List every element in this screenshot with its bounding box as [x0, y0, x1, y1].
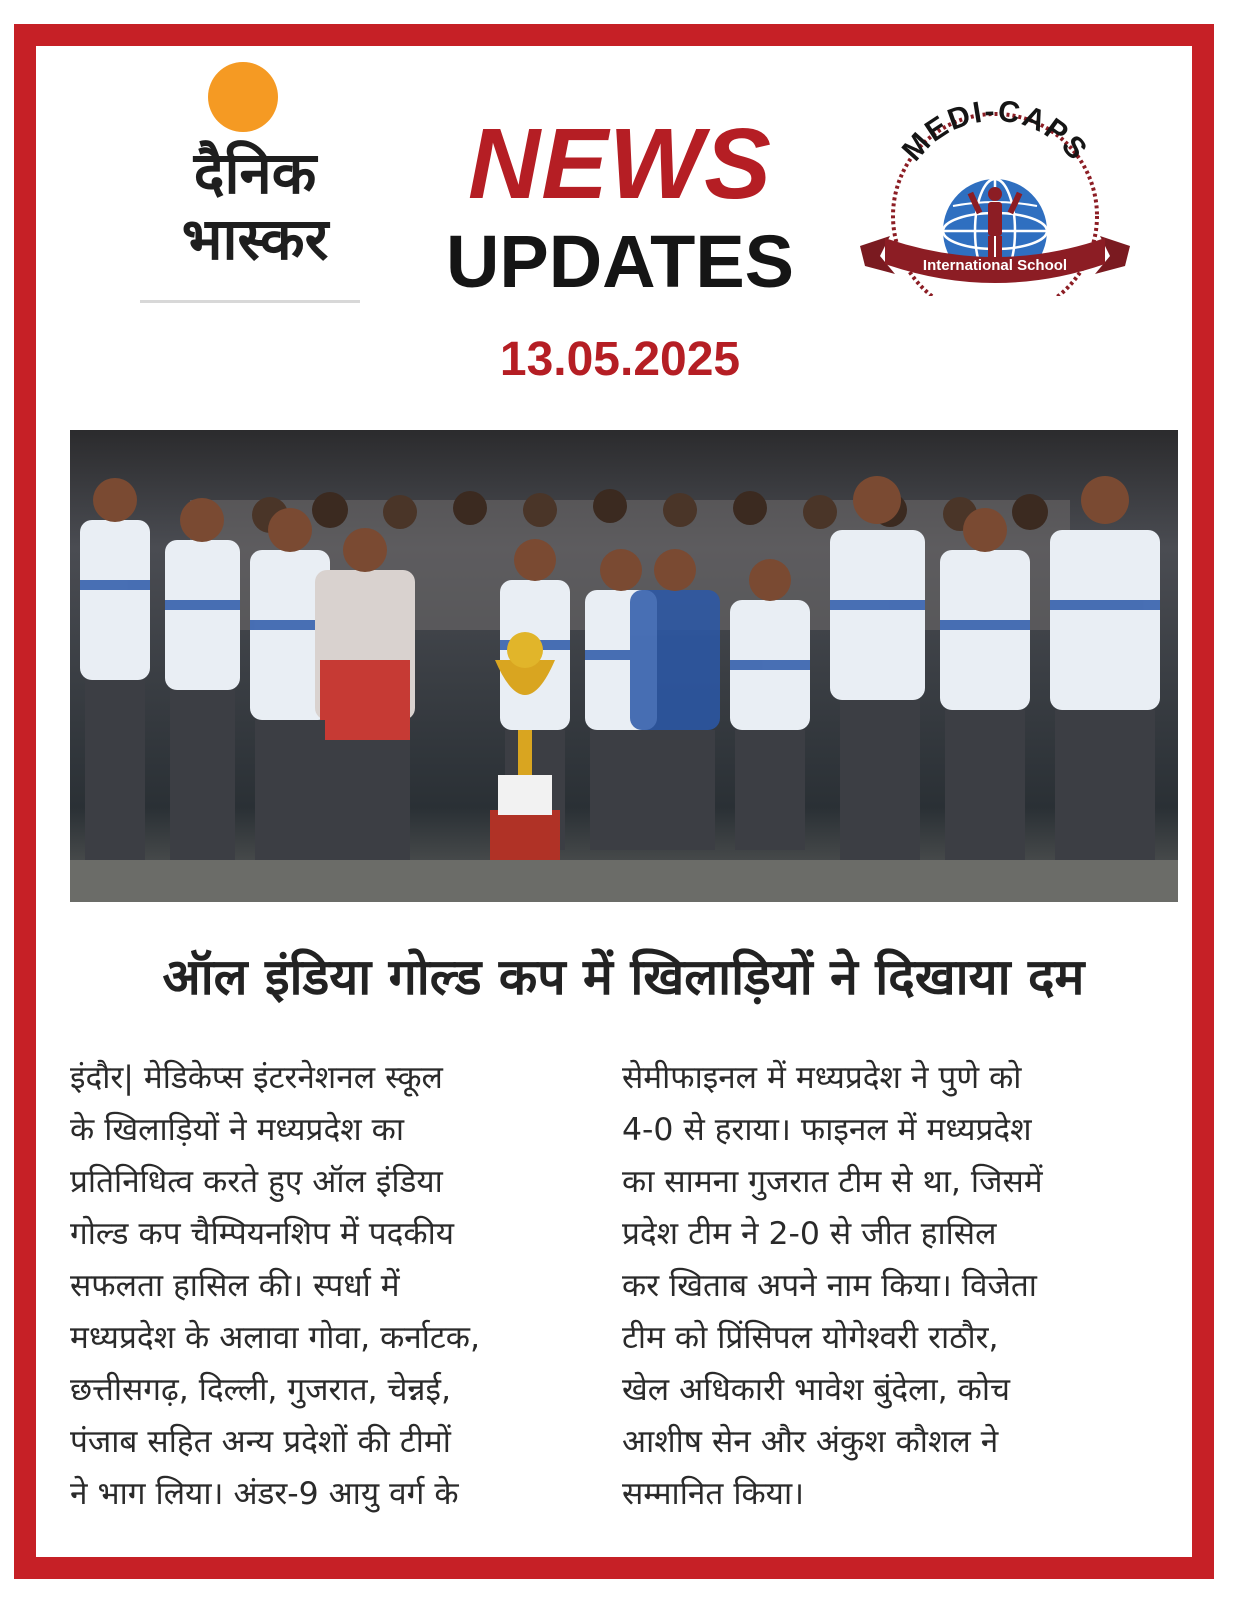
paragraph-line: 4-0 से हराया। फाइनल में मध्यप्रदेश: [622, 1112, 1032, 1148]
article-headline: ऑल इंडिया गोल्ड कप में खिलाड़ियों ने दिखाया दम: [162, 948, 1085, 1006]
school-logo-tagline: International School: [922, 257, 1068, 274]
paragraph-line: ने भाग लिया। अंडर-9 आयु वर्ग के: [70, 1476, 459, 1512]
paragraph-line: प्रदेश टीम ने 2-0 से जीत हासिल: [622, 1216, 997, 1252]
paragraph-line: छत्तीसगढ़, दिल्ली, गुजरात, चेन्नई,: [70, 1372, 451, 1408]
paragraph-line: गोल्ड कप चैम्पियनशिप में पदकीय: [70, 1216, 455, 1252]
news-title: NEWS: [468, 108, 772, 220]
paragraph-line: टीम को प्रिंसिपल योगेश्वरी राठौर,: [622, 1320, 999, 1356]
news-date: 13.05.2025: [499, 333, 741, 386]
paragraph-line: इंदौर| मेडिकेप्स इंटरनेशनल स्कूल: [70, 1060, 443, 1096]
article-column-left: [70, 1052, 578, 1520]
article-column-right: [622, 1052, 1130, 1520]
newspaper-underline: [140, 300, 360, 303]
paragraph-line: प्रतिनिधित्व करते हुए ऑल इंडिया: [70, 1164, 443, 1200]
paragraph-line: का सामना गुजरात टीम से था, जिसमें: [622, 1164, 1043, 1200]
paragraph-line: आशीष सेन और अंकुश कौशल ने: [622, 1424, 999, 1460]
paragraph-line: खेल अधिकारी भावेश बुंदेला, कोच: [622, 1372, 1010, 1408]
newspaper-name: दैनिक भास्कर: [181, 139, 329, 273]
paragraph-line: मध्यप्रदेश के अलावा गोवा, कर्नाटक,: [70, 1320, 481, 1356]
school-logo-name: MEDI-CAPS: [895, 96, 1095, 168]
news-subtitle: UPDATES: [445, 220, 795, 303]
paragraph-line: पंजाब सहित अन्य प्रदेशों की टीमों: [70, 1424, 451, 1460]
paragraph-line: सेमीफाइनल में मध्यप्रदेश ने पुणे को: [622, 1060, 1022, 1096]
paragraph-line: के खिलाड़ियों ने मध्यप्रदेश का: [70, 1112, 404, 1148]
school-logo: [860, 96, 1130, 296]
newspaper-sun-logo: [208, 62, 278, 132]
paragraph-line: सम्मानित किया।: [622, 1476, 805, 1512]
paragraph-line: कर खिताब अपने नाम किया। विजेता: [622, 1268, 1037, 1304]
team-photo: [70, 430, 1178, 902]
paragraph-line: सफलता हासिल की। स्पर्धा में: [70, 1268, 400, 1304]
